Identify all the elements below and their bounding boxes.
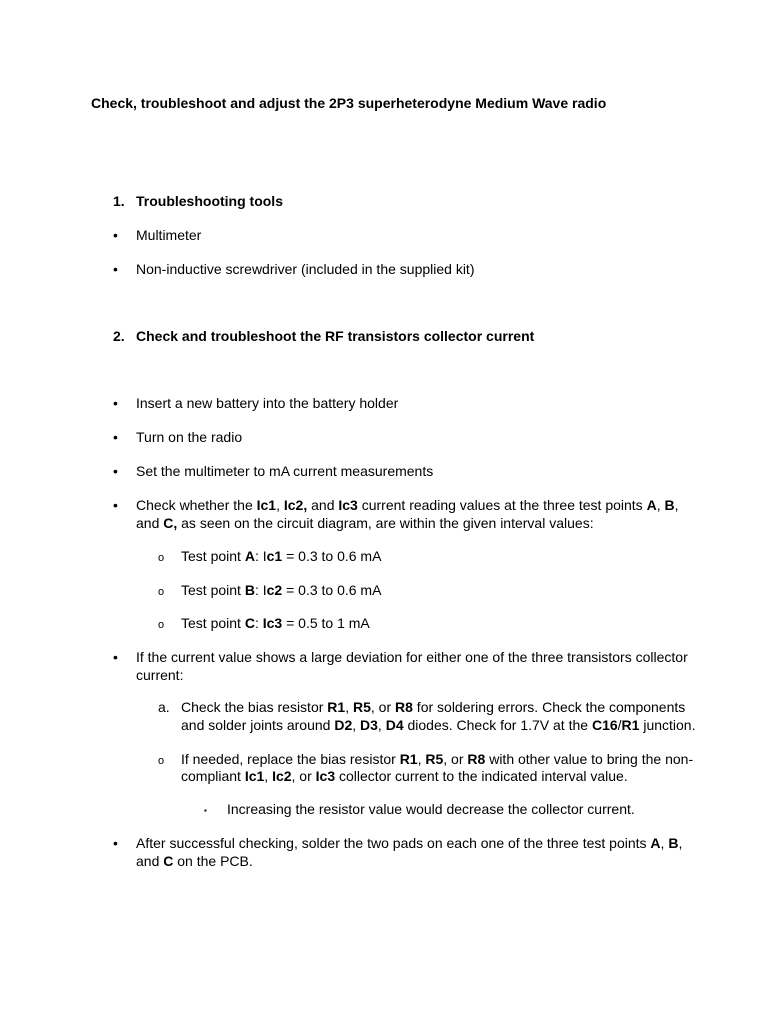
- page-title: Check, troubleshoot and adjust the 2P3 superheterodyne Medium Wave radio: [91, 95, 607, 111]
- circle-bullet-icon: o: [158, 755, 165, 767]
- tool-item-screwdriver: Non-inductive screwdriver (included in the supplied kit): [136, 261, 475, 277]
- deviation-line-2: current:: [136, 667, 184, 683]
- section-1-heading: Troubleshooting tools: [136, 193, 283, 209]
- replace-line-1: If needed, replace the bias resistor R1, R5, or R8 with other value to bring the non-: [181, 751, 694, 767]
- step-a-line-1: Check the bias resistor R1, R5, or R8 for soldering errors. Check the components: [181, 699, 686, 715]
- square-bullet-icon: ▪: [204, 806, 207, 815]
- replace-line-2: compliant Ic1, Ic2, or Ic3 collector current to the indicated interval value.: [181, 768, 628, 784]
- bullet-icon: •: [113, 649, 118, 665]
- section-2-heading: Check and troubleshoot the RF transistors collector current: [136, 328, 535, 344]
- bullet-icon: •: [113, 429, 118, 445]
- bullet-icon: •: [113, 497, 118, 513]
- bullet-icon: •: [113, 463, 118, 479]
- tool-item-multimeter: Multimeter: [136, 227, 202, 243]
- test-point-b: Test point B: Ic2 = 0.3 to 0.6 mA: [181, 582, 382, 598]
- bullet-icon: •: [113, 395, 118, 411]
- circle-bullet-icon: o: [158, 586, 165, 598]
- circle-bullet-icon: o: [158, 619, 165, 631]
- step-a-line-2: and solder joints around D2, D3, D4 diodes. Check for 1.7V at the C16/R1 junction.: [181, 717, 696, 733]
- final-line-2: and C on the PCB.: [136, 853, 253, 869]
- deviation-line-1: If the current value shows a large deviation for either one of the three transistors collector: [136, 649, 688, 665]
- circle-bullet-icon: o: [158, 552, 165, 564]
- step-turn-on: Turn on the radio: [136, 429, 243, 445]
- section-1-number: 1.: [113, 193, 125, 209]
- bullet-icon: •: [113, 227, 118, 243]
- step-set-multimeter: Set the multimeter to mA current measurements: [136, 463, 434, 479]
- test-point-c: Test point C: Ic3 = 0.5 to 1 mA: [181, 615, 370, 631]
- section-2-number: 2.: [113, 328, 125, 344]
- check-line-2: and C, as seen on the circuit diagram, are within the given interval values:: [136, 515, 594, 531]
- final-line-1: After successful checking, solder the two pads on each one of the three test points A, B,: [136, 835, 683, 851]
- resistor-note: Increasing the resistor value would decrease the collector current.: [227, 801, 635, 817]
- bullet-icon: •: [113, 261, 118, 277]
- step-a-label: a.: [158, 699, 170, 715]
- bullet-icon: •: [113, 835, 118, 851]
- check-line-1: Check whether the Ic1, Ic2, and Ic3 current reading values at the three test points A, B,: [136, 497, 679, 513]
- step-insert-battery: Insert a new battery into the battery holder: [136, 395, 399, 411]
- test-point-a: Test point A: Ic1 = 0.3 to 0.6 mA: [181, 548, 382, 564]
